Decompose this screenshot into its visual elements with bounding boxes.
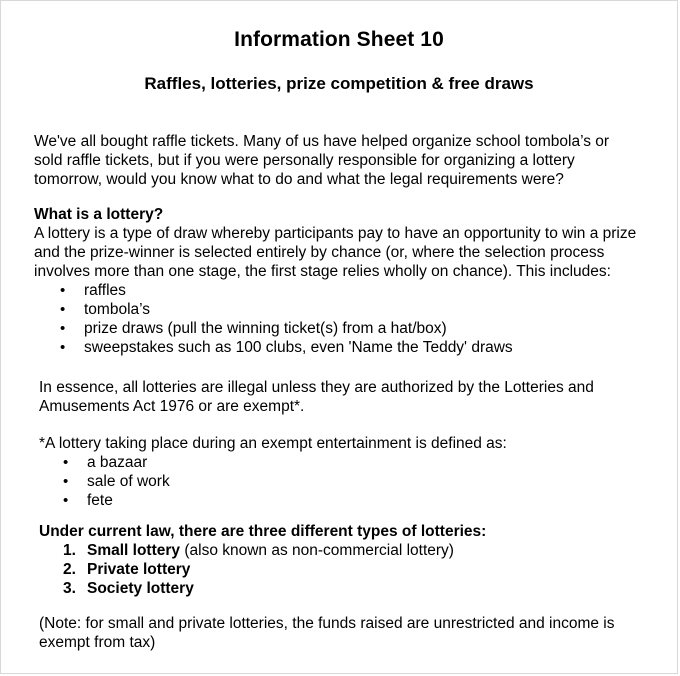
list-item [63,579,486,598]
list-number: 3. [63,580,76,597]
essence-paragraph [39,378,594,416]
text-line: exempt from tax) [39,634,156,651]
list-item: • tombola’s [58,300,636,319]
list-item: • fete [61,491,507,510]
types-list [63,541,486,598]
list-item: • sweepstakes such as 100 clubs, even 'Name the Teddy' draws [58,338,636,357]
section-heading: What is a lottery? [34,206,164,223]
exempt-section [39,434,507,510]
exempt-list [61,453,507,510]
types-section [39,522,486,598]
text-line: *A lottery taking place during an exempt entertainment is defined as: [39,435,507,452]
intro-paragraph [34,132,609,189]
text-line: A lottery is a type of draw whereby participants pay to have an opportunity to win a prize [34,225,637,242]
text-line: We've all bought raffle tickets. Many of us have helped organize school tombola’s or [34,133,610,150]
text-line: involves more than one stage, the first stage relies wholly on chance). This includes: [34,263,611,280]
text-line: (Note: for small and private lotteries, the funds raised are unrestricted and income is [39,615,615,632]
lottery-type-label: Society lottery [87,580,194,597]
list-item [63,560,486,579]
list-item [63,541,486,560]
list-item: • sale of work [61,472,507,491]
text-line: Amusements Act 1976 or are exempt*. [39,398,305,415]
lottery-type-label: Small lottery [87,542,181,559]
text-line: In essence, all lotteries are illegal unless they are authorized by the Lotteries and [39,379,594,396]
list-item: • a bazaar [61,453,507,472]
text-line: tomorrow, would you know what to do and what the legal requirements were? [34,171,564,188]
text-line: sold raffle tickets, but if you were personally responsible for organizing a lottery [34,152,575,169]
lottery-types-list [58,281,636,357]
list-item: • raffles [58,281,636,300]
lottery-type-label: Private lottery [87,561,191,578]
lottery-type-note: (also known as non-commercial lottery) [180,542,454,559]
text-line: and the prize-winner is selected entirely by chance (or, where the selection process [34,244,605,261]
section-heading: Under current law, there are three different types of lotteries: [39,523,487,540]
list-number: 2. [63,561,76,578]
list-number: 1. [63,542,76,559]
page-subtitle: Raffles, lotteries, prize competition & free draws [144,74,534,93]
note-paragraph [39,614,615,652]
page-title: Information Sheet 10 [234,28,444,51]
list-item: • prize draws (pull the winning ticket(s) from a hat/box) [58,319,636,338]
what-is-section [34,205,636,357]
